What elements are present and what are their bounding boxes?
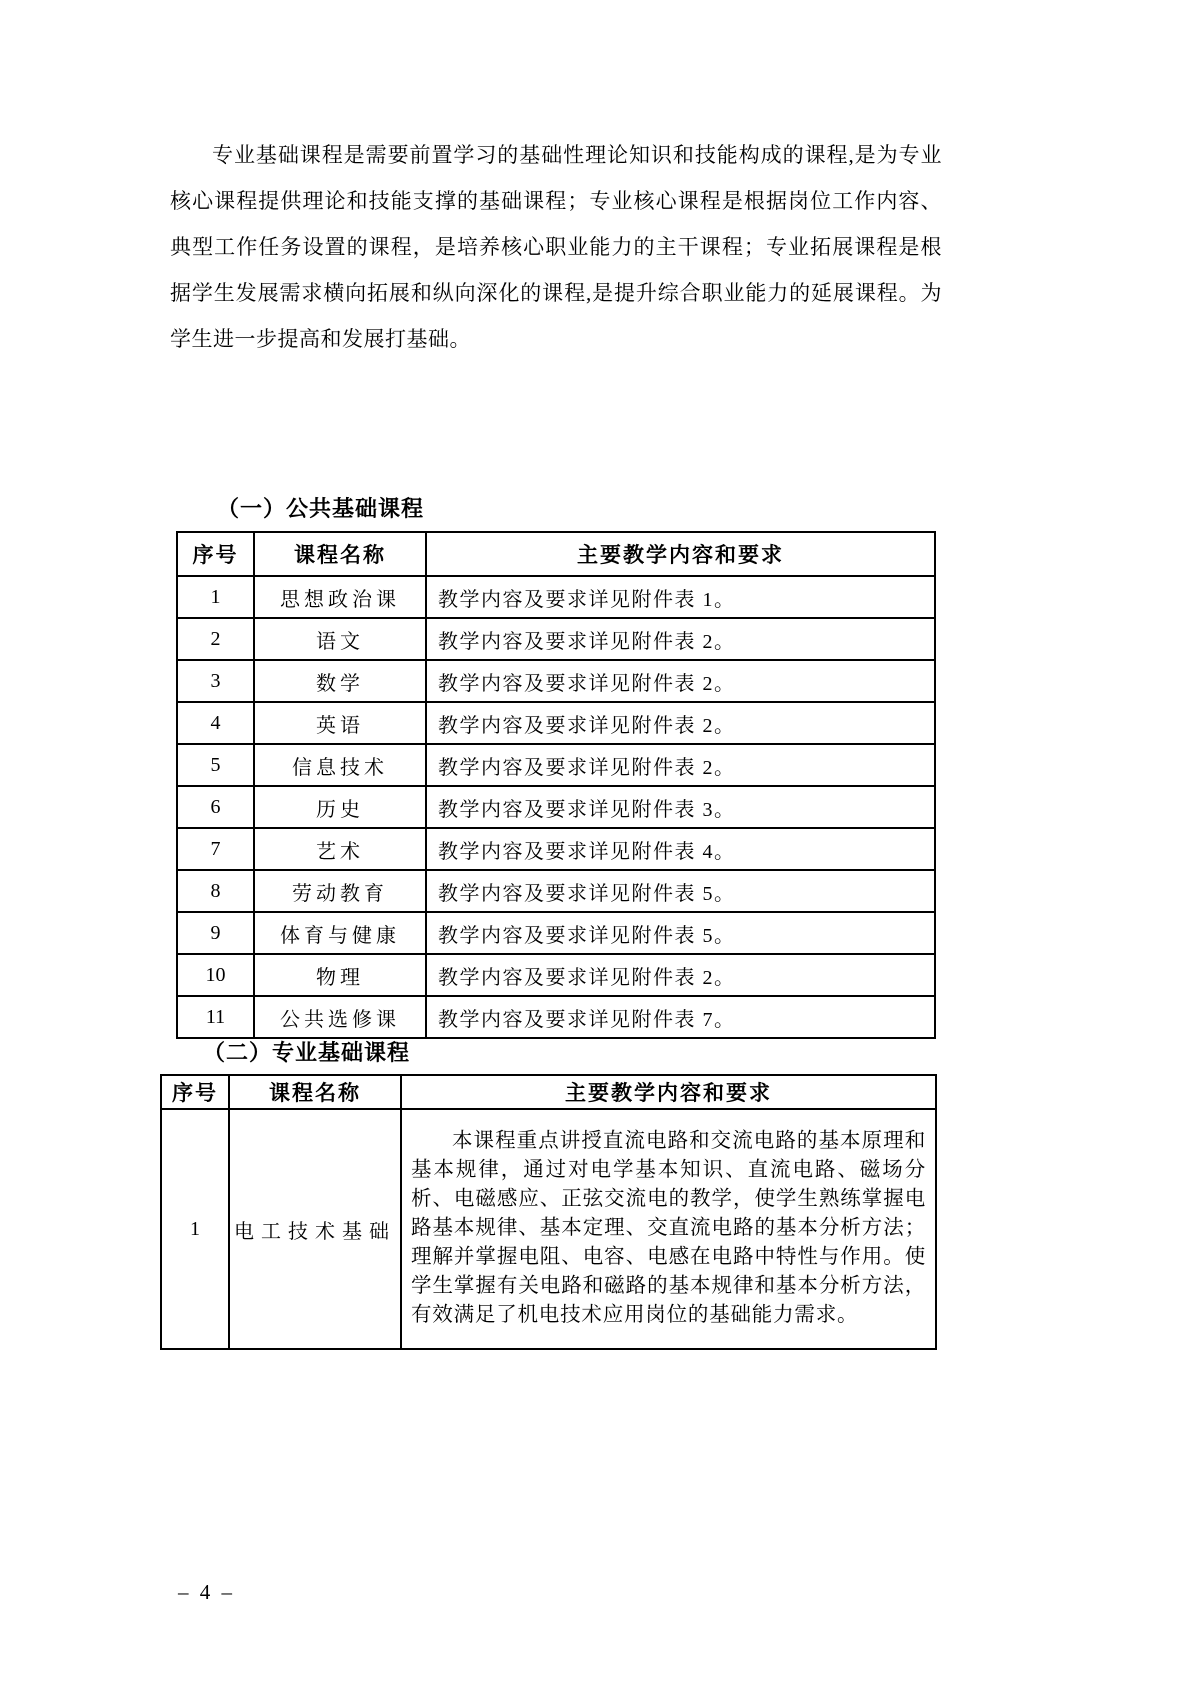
table-row bbox=[177, 618, 935, 660]
row-number-cell: 3 bbox=[177, 660, 254, 702]
header-cell-number: 序号 bbox=[161, 1075, 229, 1109]
table-row bbox=[177, 954, 935, 996]
course-content-cell: 教学内容及要求详见附件表 5。 bbox=[426, 912, 935, 954]
row-number-cell: 1 bbox=[177, 576, 254, 618]
table-row bbox=[177, 660, 935, 702]
row-number-cell: 2 bbox=[177, 618, 254, 660]
header-cell-course-name: 课程名称 bbox=[254, 532, 426, 576]
course-name-cell: 体育与健康 bbox=[254, 912, 426, 954]
row-number-cell: 11 bbox=[177, 996, 254, 1038]
course-name-cell: 公共选修课 bbox=[254, 996, 426, 1038]
course-name-cell: 思想政治课 bbox=[254, 576, 426, 618]
course-name-cell: 电工技术基础 bbox=[229, 1109, 401, 1349]
section-1-heading: （一）公共基础课程 bbox=[217, 496, 425, 521]
course-name-cell: 信息技术 bbox=[254, 744, 426, 786]
table-row bbox=[161, 1109, 936, 1349]
course-content-cell: 教学内容及要求详见附件表 3。 bbox=[426, 786, 935, 828]
table-row bbox=[177, 744, 935, 786]
row-number-cell: 5 bbox=[177, 744, 254, 786]
row-number-cell: 1 bbox=[161, 1109, 229, 1349]
header-cell-content: 主要教学内容和要求 bbox=[401, 1075, 936, 1109]
course-content-cell: 教学内容及要求详见附件表 2。 bbox=[426, 618, 935, 660]
course-name-cell: 劳动教育 bbox=[254, 870, 426, 912]
course-content-cell: 教学内容及要求详见附件表 1。 bbox=[426, 576, 935, 618]
table-header-row bbox=[177, 532, 935, 576]
course-description-paragraph: 本课程重点讲授直流电路和交流电路的基本原理和基本规律，通过对电学基本知识、直流电路、磁场分析、电磁感应、正弦交流电的教学，使学生熟练掌握电路基本规律、基本定理、交直流电路的基本分析方法；理解并掌握电阻、电容、电感在电路中特性与作用。使学生掌握有关电路和磁路的基本规律和基本分析方法，有效满足了机电技术应用岗位的基础能力需求。 bbox=[411, 1129, 926, 1326]
course-content-cell: 教学内容及要求详见附件表 2。 bbox=[426, 954, 935, 996]
header-cell-course-name: 课程名称 bbox=[229, 1075, 401, 1109]
course-name-cell: 数学 bbox=[254, 660, 426, 702]
row-number-cell: 10 bbox=[177, 954, 254, 996]
professional-basic-courses-table bbox=[160, 1074, 937, 1350]
public-basic-courses-table bbox=[176, 531, 936, 1039]
course-name-cell: 物理 bbox=[254, 954, 426, 996]
header-cell-number: 序号 bbox=[177, 532, 254, 576]
table-row bbox=[177, 912, 935, 954]
row-number-cell: 6 bbox=[177, 786, 254, 828]
page-number: – 4 – bbox=[178, 1580, 235, 1604]
table-row bbox=[177, 786, 935, 828]
table-row bbox=[177, 576, 935, 618]
course-content-cell bbox=[401, 1109, 936, 1349]
course-content-cell: 教学内容及要求详见附件表 4。 bbox=[426, 828, 935, 870]
table-row bbox=[177, 996, 935, 1038]
course-content-cell: 教学内容及要求详见附件表 7。 bbox=[426, 996, 935, 1038]
course-content-cell: 教学内容及要求详见附件表 2。 bbox=[426, 660, 935, 702]
table-row bbox=[177, 702, 935, 744]
row-number-cell: 4 bbox=[177, 702, 254, 744]
row-number-cell: 7 bbox=[177, 828, 254, 870]
row-number-cell: 8 bbox=[177, 870, 254, 912]
course-name-cell: 艺术 bbox=[254, 828, 426, 870]
row-number-cell: 9 bbox=[177, 912, 254, 954]
table-header-row bbox=[161, 1075, 936, 1109]
course-name-cell: 历史 bbox=[254, 786, 426, 828]
course-name-cell: 英语 bbox=[254, 702, 426, 744]
table-row bbox=[177, 828, 935, 870]
section-2-heading: （二）专业基础课程 bbox=[203, 1040, 411, 1065]
course-content-cell: 教学内容及要求详见附件表 2。 bbox=[426, 702, 935, 744]
table-row bbox=[177, 870, 935, 912]
intro-paragraph: 专业基础课程是需要前置学习的基础性理论知识和技能构成的课程,是为专业核心课程提供理论和技能支撑的基础课程；专业核心课程是根据岗位工作内容、典型工作任务设置的课程，是培养核心职业能力的主干课程；专业拓展课程是根据学生发展需求横向拓展和纵向深化的课程,是提升综合职业能力的延展课程。为学生进一步提高和发展打基础。 bbox=[170, 143, 942, 351]
course-name-cell: 语文 bbox=[254, 618, 426, 660]
course-content-cell: 教学内容及要求详见附件表 5。 bbox=[426, 870, 935, 912]
header-cell-content: 主要教学内容和要求 bbox=[426, 532, 935, 576]
course-content-cell: 教学内容及要求详见附件表 2。 bbox=[426, 744, 935, 786]
